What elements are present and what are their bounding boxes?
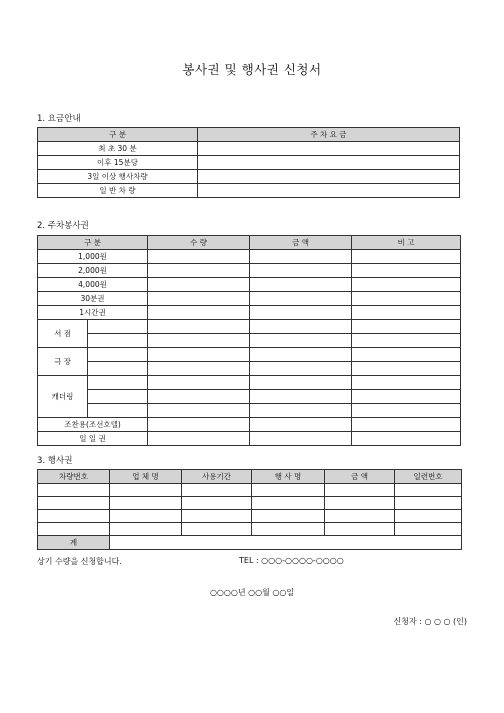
remarks-cell[interactable]: [352, 320, 461, 334]
event-cell[interactable]: [110, 484, 182, 497]
tel-text: TEL : ○○○-○○○○-○○○○: [239, 556, 344, 565]
remarks-cell[interactable]: [352, 404, 461, 418]
event-cell[interactable]: [110, 497, 182, 510]
event-header-company: 업 체 명: [110, 470, 182, 484]
quantity-cell[interactable]: [148, 264, 250, 278]
fee-cell[interactable]: [198, 170, 460, 184]
quantity-cell[interactable]: [148, 320, 250, 334]
remarks-cell[interactable]: [352, 376, 461, 390]
event-header-event: 행 사 명: [252, 470, 325, 484]
coupon-row-label: 4,000원: [38, 278, 148, 292]
quantity-cell[interactable]: [148, 432, 250, 446]
quantity-cell[interactable]: [148, 390, 250, 404]
coupon-table-header: [38, 236, 461, 250]
quantity-cell[interactable]: [148, 306, 250, 320]
amount-cell[interactable]: [250, 278, 352, 292]
table-row: [38, 170, 460, 184]
event-cell[interactable]: [252, 484, 325, 497]
coupon-header-remarks: 비 고: [352, 236, 461, 250]
remarks-cell[interactable]: [352, 390, 461, 404]
sub-cell[interactable]: [88, 320, 148, 334]
page-title: 봉사권 및 행사권 신청서: [182, 62, 322, 77]
event-cell[interactable]: [325, 523, 395, 536]
table-row: [38, 497, 462, 510]
table-row: [38, 523, 462, 536]
event-table-header: [38, 470, 462, 484]
event-cell[interactable]: [325, 484, 395, 497]
event-cell[interactable]: [252, 523, 325, 536]
remarks-cell[interactable]: [352, 362, 461, 376]
table-row: [38, 510, 462, 523]
table-row: [38, 250, 461, 264]
event-cell[interactable]: [182, 497, 252, 510]
coupon-row-label: 30분권: [38, 292, 148, 306]
fee-row-label: 3일 이상 행사차량: [38, 170, 198, 184]
amount-cell[interactable]: [250, 390, 352, 404]
quantity-cell[interactable]: [148, 418, 250, 432]
remarks-cell[interactable]: [352, 264, 461, 278]
total-label: 계: [38, 536, 110, 550]
table-row: [38, 184, 460, 198]
remarks-cell[interactable]: [352, 348, 461, 362]
coupon-row-label: 2,000원: [38, 264, 148, 278]
quantity-cell[interactable]: [148, 278, 250, 292]
section3-heading: 3. 행사권: [37, 456, 73, 466]
table-row: [38, 484, 462, 497]
table-row: [38, 292, 461, 306]
sub-cell[interactable]: [88, 376, 148, 390]
quantity-cell[interactable]: [148, 250, 250, 264]
event-cell[interactable]: [395, 497, 462, 510]
event-header-amount: 금 액: [325, 470, 395, 484]
event-cell[interactable]: [182, 484, 252, 497]
fee-cell[interactable]: [198, 142, 460, 156]
sub-cell[interactable]: [88, 390, 148, 404]
applicant-text: 신청자 : ○ ○ ○ (인): [393, 617, 467, 626]
quantity-cell[interactable]: [148, 334, 250, 348]
sub-cell[interactable]: [88, 404, 148, 418]
remarks-cell[interactable]: [352, 306, 461, 320]
coupon-table: [37, 235, 461, 446]
event-cell[interactable]: [252, 497, 325, 510]
date-text: ○○○○년 ○○월 ○○일: [209, 588, 295, 597]
event-cell[interactable]: [38, 523, 110, 536]
event-cell[interactable]: [395, 523, 462, 536]
section1-heading: 1. 요금안내: [37, 114, 81, 124]
event-cell[interactable]: [182, 510, 252, 523]
fee-header-category: 구 분: [38, 128, 198, 142]
fee-row-label: 최 초 30 분: [38, 142, 198, 156]
quantity-cell[interactable]: [148, 404, 250, 418]
amount-cell[interactable]: [250, 432, 352, 446]
amount-cell[interactable]: [250, 362, 352, 376]
event-header-plate: 차량번호: [38, 470, 110, 484]
event-cell[interactable]: [325, 510, 395, 523]
event-cell[interactable]: [110, 510, 182, 523]
quantity-cell[interactable]: [148, 292, 250, 306]
event-cell[interactable]: [38, 497, 110, 510]
group-label-catering: 캐더링: [38, 376, 88, 418]
table-row: [38, 334, 461, 348]
event-header-period: 사용기간: [182, 470, 252, 484]
event-cell[interactable]: [38, 510, 110, 523]
amount-cell[interactable]: [250, 404, 352, 418]
fee-row-label: 일 반 차 량: [38, 184, 198, 198]
remarks-cell[interactable]: [352, 292, 461, 306]
table-row: [38, 390, 461, 404]
table-row: [38, 432, 461, 446]
table-row: [38, 376, 461, 390]
event-cell[interactable]: [182, 523, 252, 536]
event-cell[interactable]: [252, 510, 325, 523]
fee-header-fee: 주 차 요 금: [198, 128, 460, 142]
remarks-cell[interactable]: [352, 432, 461, 446]
group-label-bookstore: 서 점: [38, 320, 88, 348]
quantity-cell[interactable]: [148, 348, 250, 362]
table-row: [38, 264, 461, 278]
coupon-row-label: 1,000원: [38, 250, 148, 264]
fee-cell[interactable]: [198, 156, 460, 170]
amount-cell[interactable]: [250, 264, 352, 278]
amount-cell[interactable]: [250, 306, 352, 320]
section2-heading: 2. 주차봉사권: [37, 221, 89, 231]
group-label-theater: 극 장: [38, 348, 88, 376]
table-row: [38, 278, 461, 292]
sub-cell[interactable]: [88, 334, 148, 348]
event-cell[interactable]: [325, 497, 395, 510]
remarks-cell[interactable]: [352, 278, 461, 292]
table-row: [38, 404, 461, 418]
event-cell[interactable]: [38, 484, 110, 497]
remarks-cell[interactable]: [352, 334, 461, 348]
remarks-cell[interactable]: [352, 418, 461, 432]
table-row: [38, 306, 461, 320]
sub-cell[interactable]: [88, 362, 148, 376]
coupon-header-amount: 금 액: [250, 236, 352, 250]
amount-cell[interactable]: [250, 292, 352, 306]
quantity-cell[interactable]: [148, 376, 250, 390]
table-row: [38, 348, 461, 362]
table-row: [38, 156, 460, 170]
coupon-header-category: 구 분: [38, 236, 148, 250]
total-row: [38, 536, 462, 550]
event-table: [37, 469, 462, 550]
coupon-row-label: 조찬용(조선호텔): [38, 418, 148, 432]
table-row: [38, 418, 461, 432]
remarks-cell[interactable]: [352, 250, 461, 264]
event-cell[interactable]: [395, 510, 462, 523]
amount-cell[interactable]: [250, 418, 352, 432]
total-cell[interactable]: [110, 536, 462, 550]
fee-row-label: 이후 15분당: [38, 156, 198, 170]
amount-cell[interactable]: [250, 348, 352, 362]
event-header-serial: 일련번호: [395, 470, 462, 484]
coupon-row-label: 1시간권: [38, 306, 148, 320]
table-row: [38, 320, 461, 334]
amount-cell[interactable]: [250, 250, 352, 264]
sub-cell[interactable]: [88, 348, 148, 362]
event-cell[interactable]: [395, 484, 462, 497]
event-cell[interactable]: [110, 523, 182, 536]
fee-cell[interactable]: [198, 184, 460, 198]
fee-table-header: [38, 128, 460, 142]
table-row: [38, 362, 461, 376]
amount-cell[interactable]: [250, 334, 352, 348]
amount-cell[interactable]: [250, 320, 352, 334]
table-row: [38, 142, 460, 156]
request-text: 상기 수량을 신청합니다.: [37, 557, 122, 566]
amount-cell[interactable]: [250, 376, 352, 390]
coupon-header-quantity: 수 량: [148, 236, 250, 250]
fee-table: [37, 127, 460, 198]
coupon-row-label: 일 일 권: [38, 432, 148, 446]
quantity-cell[interactable]: [148, 362, 250, 376]
